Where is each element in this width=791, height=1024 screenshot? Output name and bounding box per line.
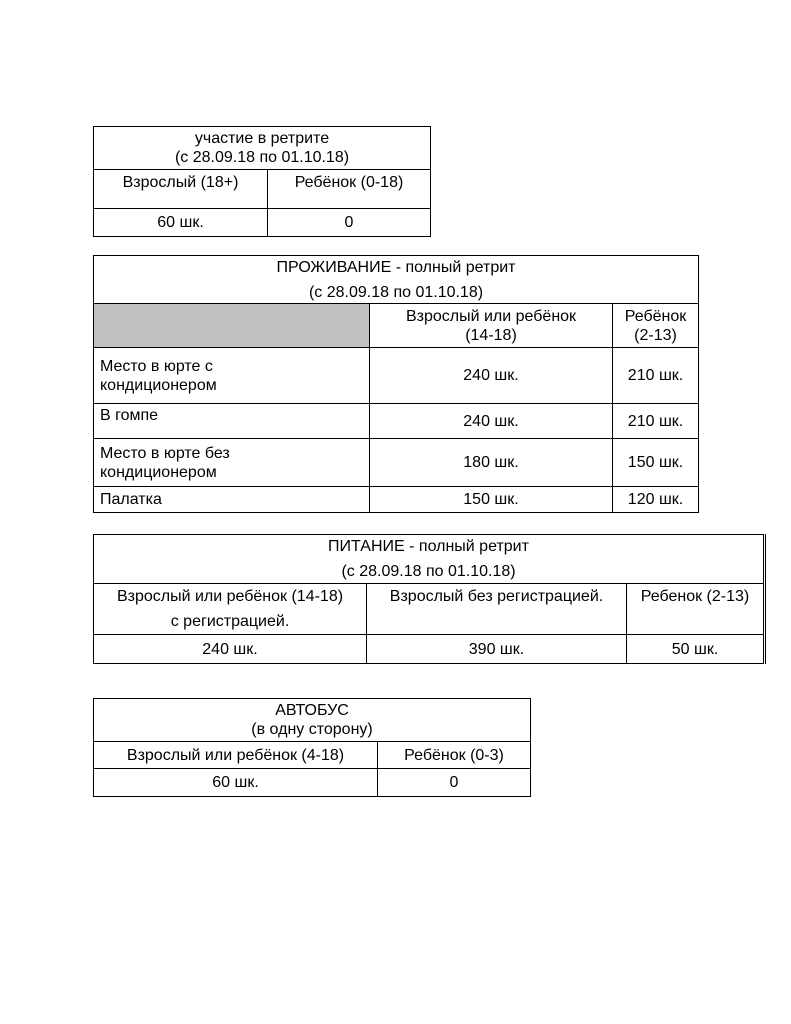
accommodation-title: ПРОЖИВАНИЕ - полный ретрит (276, 258, 516, 276)
table-row (94, 404, 699, 439)
accommodation-title-cell (94, 256, 699, 304)
row-label-line2: кондиционером (100, 376, 217, 394)
accommodation-row-child-price: 150 шк. (613, 439, 699, 487)
accommodation-header-child (613, 304, 699, 348)
bus-subtitle: (в одну сторону) (251, 721, 373, 738)
meals-title: ПИТАНИЕ - полный ретрит (328, 538, 529, 555)
table-row (94, 439, 699, 487)
accommodation-header-child-line2: (2-13) (634, 326, 677, 344)
accommodation-row-adult-price: 240 шк. (370, 404, 613, 439)
participation-dates: (с 28.09.18 по 01.10.18) (174, 149, 350, 166)
participation-value-child: 0 (268, 209, 431, 237)
accommodation-header-adult-line2: (14-18) (465, 326, 517, 344)
meals-dates: (с 28.09.18 по 01.10.18) (341, 563, 516, 580)
meals-table (93, 534, 764, 664)
bus-title-cell (94, 699, 531, 742)
row-label-line1: Палатка (100, 491, 162, 508)
row-label-line1: Место в юрте с (100, 357, 213, 375)
meals-header-line1: Взрослый или ребёнок (14-18) (116, 588, 344, 605)
row-label-line1: В гомпе (100, 407, 159, 424)
table-row (94, 348, 699, 404)
bus-value-child: 0 (378, 769, 531, 797)
meals-header-line1: Взрослый без регистрацией. (389, 588, 604, 605)
meals-table-double-border (765, 534, 766, 664)
accommodation-row-label (94, 404, 370, 439)
accommodation-row-label (94, 439, 370, 487)
accommodation-header-blank (94, 304, 370, 348)
participation-title-cell (94, 127, 431, 170)
table-row (94, 487, 699, 513)
bus-header-child: Ребёнок (0-3) (378, 742, 531, 769)
row-label-line2: кондиционером (100, 463, 217, 481)
accommodation-header-adult (370, 304, 613, 348)
meals-header-line2: с регистрацией. (170, 613, 290, 630)
bus-header-adult: Взрослый или ребёнок (4-18) (94, 742, 378, 769)
accommodation-header-adult-line1: Взрослый или ребёнок (405, 307, 577, 325)
retreat-participation-table (93, 126, 431, 237)
meals-header-line1: Ребенок (2-13) (640, 588, 750, 605)
accommodation-row-child-price: 120 шк. (613, 487, 699, 513)
bus-value-adult: 60 шк. (94, 769, 378, 797)
participation-value-adult: 60 шк. (94, 209, 268, 237)
bus-table (93, 698, 531, 797)
meals-header-adult-unregistered (367, 584, 627, 635)
meals-title-cell (94, 535, 764, 584)
accommodation-row-adult-price: 240 шк. (370, 348, 613, 404)
meals-header-adult-registered (94, 584, 367, 635)
meals-value-adult-registered: 240 шк. (94, 635, 367, 664)
participation-header-adult: Взрослый (18+) (94, 170, 268, 209)
participation-title: участие в ретрите (194, 130, 330, 147)
accommodation-row-adult-price: 150 шк. (370, 487, 613, 513)
accommodation-row-label (94, 487, 370, 513)
bus-title: АВТОБУС (275, 702, 349, 719)
accommodation-dates: (с 28.09.18 по 01.10.18) (308, 283, 484, 301)
meals-value-child: 50 шк. (627, 635, 764, 664)
meals-value-adult-unregistered: 390 шк. (367, 635, 627, 664)
accommodation-header-child-line1: Ребёнок (624, 307, 687, 325)
accommodation-row-adult-price: 180 шк. (370, 439, 613, 487)
participation-header-child: Ребёнок (0-18) (268, 170, 431, 209)
row-label-line1: Место в юрте без (100, 444, 230, 462)
accommodation-row-child-price: 210 шк. (613, 404, 699, 439)
accommodation-table (93, 255, 699, 513)
meals-header-child (627, 584, 764, 635)
accommodation-row-label (94, 348, 370, 404)
accommodation-row-child-price: 210 шк. (613, 348, 699, 404)
